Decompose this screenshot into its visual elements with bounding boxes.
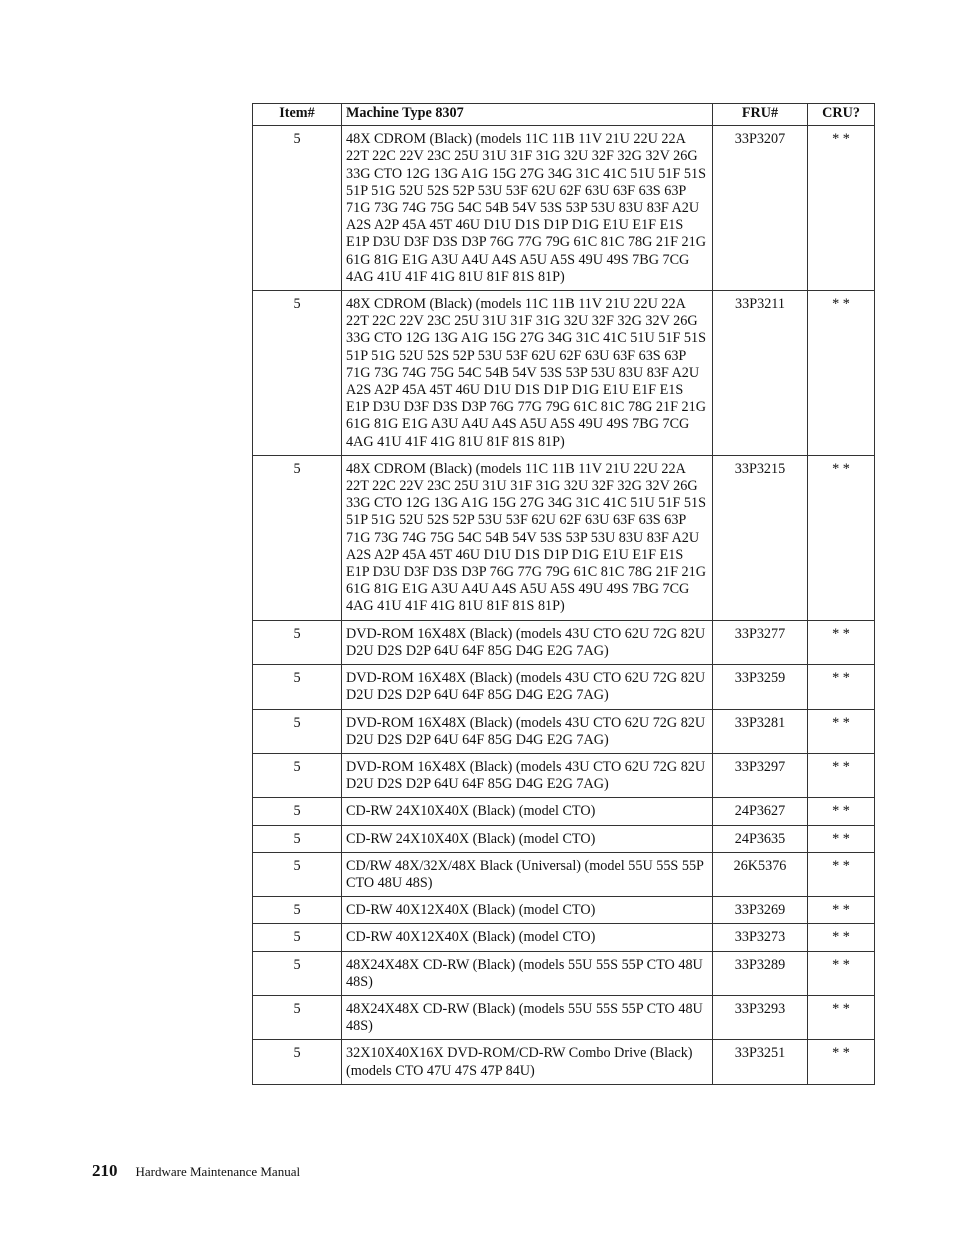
fru-cell: 33P3289	[713, 951, 808, 995]
description-cell: 48X CDROM (Black) (models 11C 11B 11V 21U 22U 22A 22T 22C 22V 23C 25U 31U 31F 31G 32U 32F 32G 32V 26G 33G CTO 12G 13G A1G 15G 27G 34G 31C 41C 51U 51F 51S 51P 51G 52U 52S 52P 53U 53F 62U 62F 63U 63F 63S 63P 71G 73G 74G 75G 54C 54B 54V 53S 53P 53U 83U 83F A2U A2S A2P 45A 45T 46U D1U D1S D1P D1G E1U E1F E1S E1P D3U D3F D3S D3P 76G 77G 79G 61C 81C 78G 21F 21G 61G 81G E1G A3U A4U A4S A5U A5S 49U 49S 7BG 7CG 4AG 41U 41F 41G 81U 81F 81S 81P)	[342, 291, 713, 456]
cru-cell: * *	[808, 1040, 875, 1084]
cru-cell: * *	[808, 852, 875, 896]
cru-cell: * *	[808, 665, 875, 709]
cru-cell: * *	[808, 709, 875, 753]
fru-cell: 24P3635	[713, 825, 808, 852]
description-cell: 48X CDROM (Black) (models 11C 11B 11V 21U 22U 22A 22T 22C 22V 23C 25U 31U 31F 31G 32U 32F 32G 32V 26G 33G CTO 12G 13G A1G 15G 27G 34G 31C 41C 51U 51F 51S 51P 51G 52U 52S 52P 53U 53F 62U 62F 63U 63F 63S 63P 71G 73G 74G 75G 54C 54B 54V 53S 53P 53U 83U 83F A2U A2S A2P 45A 45T 46U D1U D1S D1P D1G E1U E1F E1S E1P D3U D3F D3S D3P 76G 77G 79G 61C 81C 78G 21F 21G 61G 81G E1G A3U A4U A4S A5U A5S 49U 49S 7BG 7CG 4AG 41U 41F 41G 81U 81F 81S 81P)	[342, 455, 713, 620]
fru-cell: 24P3627	[713, 798, 808, 825]
item-cell: 5	[253, 620, 342, 664]
parts-table	[252, 103, 875, 1085]
fru-cell: 33P3269	[713, 897, 808, 924]
item-cell: 5	[253, 126, 342, 291]
item-cell: 5	[253, 709, 342, 753]
header-cru: CRU?	[808, 104, 875, 126]
header-fru: FRU#	[713, 104, 808, 126]
table-row	[253, 753, 875, 797]
fru-cell: 33P3211	[713, 291, 808, 456]
cru-cell: * *	[808, 455, 875, 620]
table-row	[253, 1040, 875, 1084]
fru-cell: 33P3293	[713, 995, 808, 1039]
table-row	[253, 709, 875, 753]
fru-cell: 33P3207	[713, 126, 808, 291]
description-cell: CD/RW 48X/32X/48X Black (Universal) (model 55U 55S 55P CTO 48U 48S)	[342, 852, 713, 896]
description-cell: DVD-ROM 16X48X (Black) (models 43U CTO 62U 72G 82U D2U D2S D2P 64U 64F 85G D4G E2G 7AG)	[342, 665, 713, 709]
table-row	[253, 126, 875, 291]
header-row	[253, 104, 875, 126]
description-cell: CD-RW 40X12X40X (Black) (model CTO)	[342, 924, 713, 951]
item-cell: 5	[253, 1040, 342, 1084]
fru-cell: 33P3297	[713, 753, 808, 797]
cru-cell: * *	[808, 126, 875, 291]
header-machine-type: Machine Type 8307	[342, 104, 713, 126]
item-cell: 5	[253, 665, 342, 709]
item-cell: 5	[253, 897, 342, 924]
table-row	[253, 620, 875, 664]
item-cell: 5	[253, 951, 342, 995]
table-row	[253, 951, 875, 995]
item-cell: 5	[253, 753, 342, 797]
table-body	[253, 126, 875, 1085]
table-row	[253, 852, 875, 896]
description-cell: 32X10X40X16X DVD-ROM/CD-RW Combo Drive (Black) (models CTO 47U 47S 47P 84U)	[342, 1040, 713, 1084]
table-header	[253, 104, 875, 126]
cru-cell: * *	[808, 620, 875, 664]
table-row	[253, 897, 875, 924]
fru-cell: 33P3259	[713, 665, 808, 709]
footer-title: Hardware Maintenance Manual	[135, 1164, 301, 1179]
fru-cell: 33P3277	[713, 620, 808, 664]
item-cell: 5	[253, 825, 342, 852]
description-cell: DVD-ROM 16X48X (Black) (models 43U CTO 62U 72G 82U D2U D2S D2P 64U 64F 85G D4G E2G 7AG)	[342, 709, 713, 753]
table-row	[253, 455, 875, 620]
cru-cell: * *	[808, 951, 875, 995]
cru-cell: * *	[808, 995, 875, 1039]
description-cell: 48X24X48X CD-RW (Black) (models 55U 55S 55P CTO 48U 48S)	[342, 995, 713, 1039]
item-cell: 5	[253, 924, 342, 951]
item-cell: 5	[253, 995, 342, 1039]
fru-cell: 33P3251	[713, 1040, 808, 1084]
item-cell: 5	[253, 455, 342, 620]
description-cell: 48X24X48X CD-RW (Black) (models 55U 55S 55P CTO 48U 48S)	[342, 951, 713, 995]
cru-cell: * *	[808, 291, 875, 456]
table-row	[253, 665, 875, 709]
table-row	[253, 924, 875, 951]
table-row	[253, 798, 875, 825]
item-cell: 5	[253, 798, 342, 825]
item-cell: 5	[253, 852, 342, 896]
description-cell: CD-RW 24X10X40X (Black) (model CTO)	[342, 825, 713, 852]
fru-cell: 33P3215	[713, 455, 808, 620]
cru-cell: * *	[808, 897, 875, 924]
fru-cell: 33P3273	[713, 924, 808, 951]
cru-cell: * *	[808, 825, 875, 852]
fru-cell: 33P3281	[713, 709, 808, 753]
item-cell: 5	[253, 291, 342, 456]
description-cell: CD-RW 24X10X40X (Black) (model CTO)	[342, 798, 713, 825]
cru-cell: * *	[808, 798, 875, 825]
page-number: 210	[92, 1161, 118, 1180]
description-cell: DVD-ROM 16X48X (Black) (models 43U CTO 62U 72G 82U D2U D2S D2P 64U 64F 85G D4G E2G 7AG)	[342, 620, 713, 664]
table-row	[253, 825, 875, 852]
cru-cell: * *	[808, 753, 875, 797]
table-row	[253, 995, 875, 1039]
fru-cell: 26K5376	[713, 852, 808, 896]
description-cell: CD-RW 40X12X40X (Black) (model CTO)	[342, 897, 713, 924]
table-row	[253, 291, 875, 456]
page-footer	[92, 1161, 300, 1181]
description-cell: 48X CDROM (Black) (models 11C 11B 11V 21U 22U 22A 22T 22C 22V 23C 25U 31U 31F 31G 32U 32F 32G 32V 26G 33G CTO 12G 13G A1G 15G 27G 34G 31C 41C 51U 51F 51S 51P 51G 52U 52S 52P 53U 53F 62U 62F 63U 63F 63S 63P 71G 73G 74G 75G 54C 54B 54V 53S 53P 53U 83U 83F A2U A2S A2P 45A 45T 46U D1U D1S D1P D1G E1U E1F E1S E1P D3U D3F D3S D3P 76G 77G 79G 61C 81C 78G 21F 21G 61G 81G E1G A3U A4U A4S A5U A5S 49U 49S 7BG 7CG 4AG 41U 41F 41G 81U 81F 81S 81P)	[342, 126, 713, 291]
description-cell: DVD-ROM 16X48X (Black) (models 43U CTO 62U 72G 82U D2U D2S D2P 64U 64F 85G D4G E2G 7AG)	[342, 753, 713, 797]
cru-cell: * *	[808, 924, 875, 951]
header-item: Item#	[253, 104, 342, 126]
